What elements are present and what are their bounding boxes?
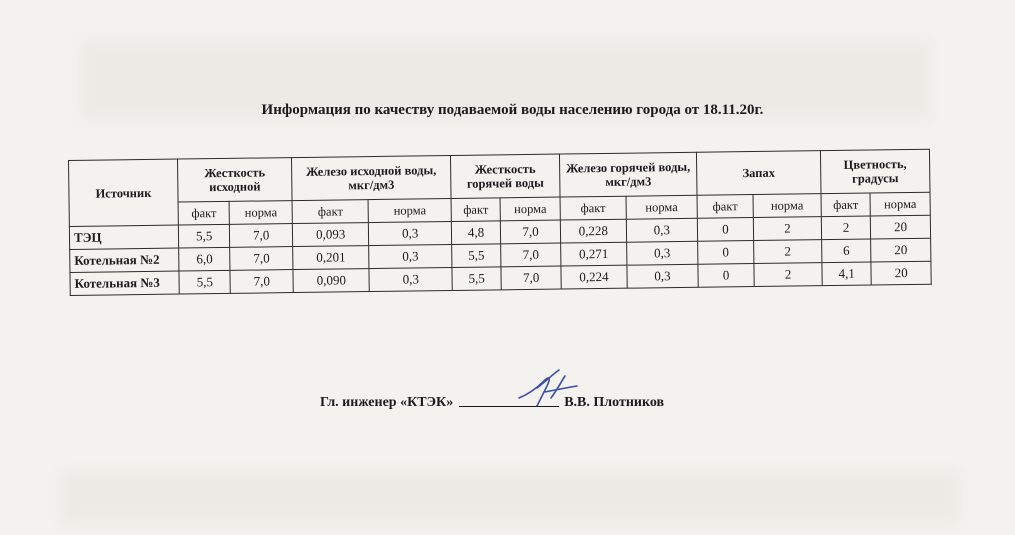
source-cell: ТЭЦ xyxy=(69,225,178,249)
value-cell: 0,3 xyxy=(627,264,698,288)
value-cell: 6,0 xyxy=(179,247,231,271)
value-cell: 0,228 xyxy=(560,219,626,243)
value-cell: 0,3 xyxy=(369,244,452,268)
source-cell: Котельная №2 xyxy=(70,248,179,272)
water-quality-table xyxy=(68,149,932,296)
value-cell: 20 xyxy=(870,215,930,239)
value-cell: 7,0 xyxy=(501,243,561,267)
group-header: Запах xyxy=(696,151,821,196)
norm-subheader: норма xyxy=(870,192,930,216)
value-cell: 0 xyxy=(697,218,753,242)
value-cell: 4,1 xyxy=(822,262,871,286)
value-cell: 0 xyxy=(698,241,754,265)
document-title: Информация по качеству подаваемой воды населению города от 18.11.20г. xyxy=(261,102,764,118)
fact-subheader: факт xyxy=(451,198,500,222)
value-cell: 7,0 xyxy=(230,224,293,248)
signature-line xyxy=(320,395,664,411)
group-header: Железо горячей воды, мкг/дм3 xyxy=(559,152,697,197)
fact-subheader: факт xyxy=(560,196,626,220)
group-header: Жесткость горячей воды xyxy=(450,154,560,198)
group-header: Жесткость исходной xyxy=(177,158,292,202)
fact-subheader: факт xyxy=(178,201,230,225)
bleed-through-bottom xyxy=(60,470,960,525)
value-cell: 5,5 xyxy=(452,267,501,291)
source-cell: Котельная №3 xyxy=(70,271,179,295)
norm-subheader: норма xyxy=(753,194,821,218)
signer-name: В.В. Плотников xyxy=(564,395,665,410)
value-cell: 6 xyxy=(822,239,871,263)
fact-subheader: факт xyxy=(292,200,369,224)
value-cell: 0,090 xyxy=(293,269,370,293)
value-cell: 0,3 xyxy=(369,221,452,245)
fact-subheader: факт xyxy=(697,195,753,219)
norm-subheader: норма xyxy=(229,201,292,225)
norm-subheader: норма xyxy=(626,195,697,219)
value-cell: 4,8 xyxy=(451,221,500,245)
value-cell: 20 xyxy=(871,261,931,285)
signer-position: Гл. инженер «КТЭК» xyxy=(320,395,454,410)
value-cell: 5,5 xyxy=(452,244,501,268)
value-cell: 0,224 xyxy=(561,265,627,289)
source-column-header: Источник xyxy=(69,159,179,226)
value-cell: 2 xyxy=(754,240,822,264)
norm-subheader: норма xyxy=(368,198,451,222)
value-cell: 0,3 xyxy=(626,241,697,265)
value-cell: 5,5 xyxy=(178,224,230,248)
value-cell: 7,0 xyxy=(230,270,293,294)
group-header: Цветность, градусы xyxy=(820,149,930,193)
value-cell: 7,0 xyxy=(230,247,293,271)
value-cell: 2 xyxy=(754,263,822,287)
value-cell: 0,093 xyxy=(292,223,369,247)
value-cell: 0,3 xyxy=(626,218,697,242)
value-cell: 0 xyxy=(698,264,754,288)
value-cell: 2 xyxy=(821,216,870,240)
value-cell: 5,5 xyxy=(179,270,231,294)
value-cell: 0,3 xyxy=(369,267,452,291)
signature-underline xyxy=(459,406,559,407)
value-cell: 2 xyxy=(753,217,821,241)
value-cell: 20 xyxy=(871,238,931,262)
value-cell: 0,201 xyxy=(293,246,370,270)
value-cell: 7,0 xyxy=(501,266,561,290)
fact-subheader: факт xyxy=(821,193,870,217)
value-cell: 7,0 xyxy=(501,220,561,244)
norm-subheader: норма xyxy=(500,197,560,221)
value-cell: 0,271 xyxy=(561,242,627,266)
group-header: Железо исходной воды, мкг/дм3 xyxy=(291,155,451,200)
